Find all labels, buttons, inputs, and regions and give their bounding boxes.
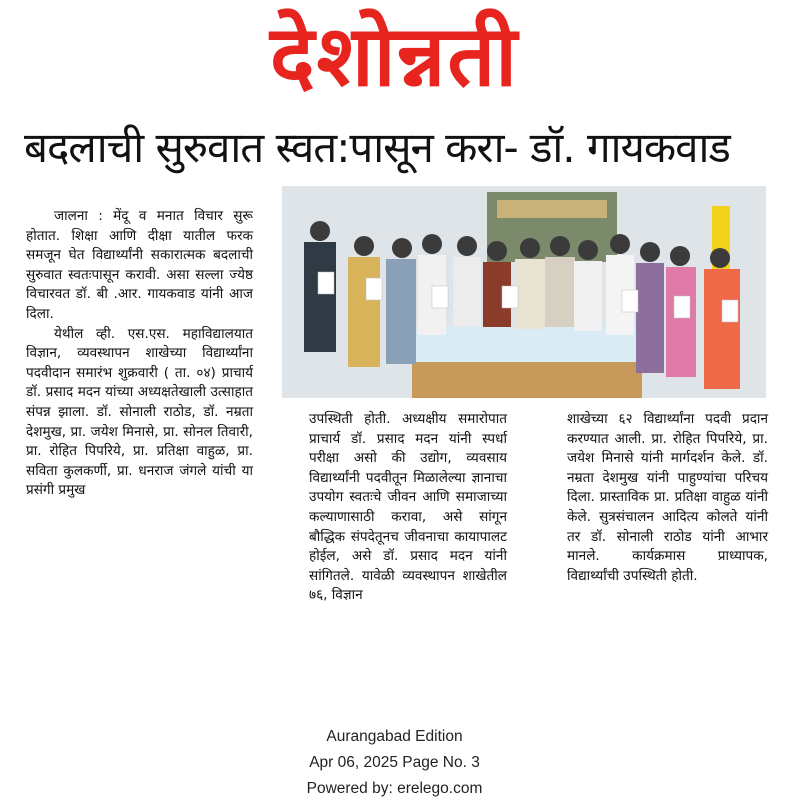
- masthead-title: देशोन्नती: [270, 7, 519, 105]
- article-column-3: [567, 410, 768, 708]
- news-photo: [282, 186, 766, 398]
- headline: बदलाची सुरुवात स्वत:पासून करा- डॉ. गायकवाड: [24, 123, 730, 172]
- article-paragraph: उपस्थिती होती. अध्यक्षीय समारोपात प्राचार्य डॉ. प्रसाद मदन यांनी स्पर्धा परीक्षा असो की उद्योग, व्यवसाय विद्यार्थ्यांनी पदवीतून मिळालेल्या ज्ञानाचा उपयोग स्वतःचे जीवन आणि समाजाच्या कल्याणासाठी करावा, असे सांगून बौद्धिक संपदेतूनच जीवनाचा कायापालट होईल, असे डॉ. प्रसाद मदन यांनी सांगितले. यावेळी व्यवस्थापन शाखेतील ७६, विज्ञान: [309, 411, 507, 604]
- article-paragraph: येथील व्ही. एस.एस. महाविद्यालयात विज्ञान, व्यवस्थापन शाखेच्या विद्यार्थ्यांना पदवीदान समारंभ शुक्रवारी ( ता. ०४) प्राचार्य डॉ. प्रसाद मदन यांच्या अध्यक्षतेखाली उत्साहात संपन्न झाला. डॉ. सोनाली राठोड, डॉ. नम्रता देशमुख, प्रा. जयेश मिनासे, प्रा. सोनल तिवारी, प्रा. रोहित पिपरिये, प्रा. प्रतिक्षा वाहुळ, प्रा. सविता कुलकर्णी, प्रा. धनराज जंगले यांची या प्रसंगी प्रमुख: [26, 325, 253, 499]
- edition-date-page: Apr 06, 2025 Page No. 3: [309, 754, 480, 771]
- article-paragraph: जालना : मेंदू व मनात विचार सुरू होतात. शिक्षा आणि दीक्षा यातील फरक समजून घेत विद्यार्थ्यांनी सकारात्मक बदलाची सुरुवात स्वतःपासून करावी. असा सल्ला ज्येष्ठ विचारवत डॉ. बी .आर. गायकवाड यांनी आज दिला.: [26, 208, 253, 322]
- powered-by-link[interactable]: Powered by: erelego.com: [306, 780, 483, 797]
- article-paragraph: शाखेच्या ६२ विद्यार्थ्यांना पदवी प्रदान करण्यात आली. प्रा. रोहित पिपरिये, प्रा. जयेश मिनासे यांनी मार्गदर्शन केले. डॉ. नम्रता देशमुख यांनी पाहुण्यांचा परिचय दिला. प्रास्ताविक प्रा. प्रतिक्षा वाहुळ यांनी केले. सुत्रसंचालन आदित्य कोलते यांनी तर डॉ. सोनाली राठोड यांनी आभार मानले. कार्यक्रमास प्राध्यापक, विद्यार्थ्यांची उपस्थिती होती.: [567, 411, 768, 584]
- article-column-1: [26, 207, 253, 707]
- edition-footer: [0, 724, 789, 802]
- group-photo-illustration: [282, 186, 766, 398]
- edition-name: Aurangabad Edition: [326, 728, 463, 745]
- article-column-2: [309, 410, 507, 708]
